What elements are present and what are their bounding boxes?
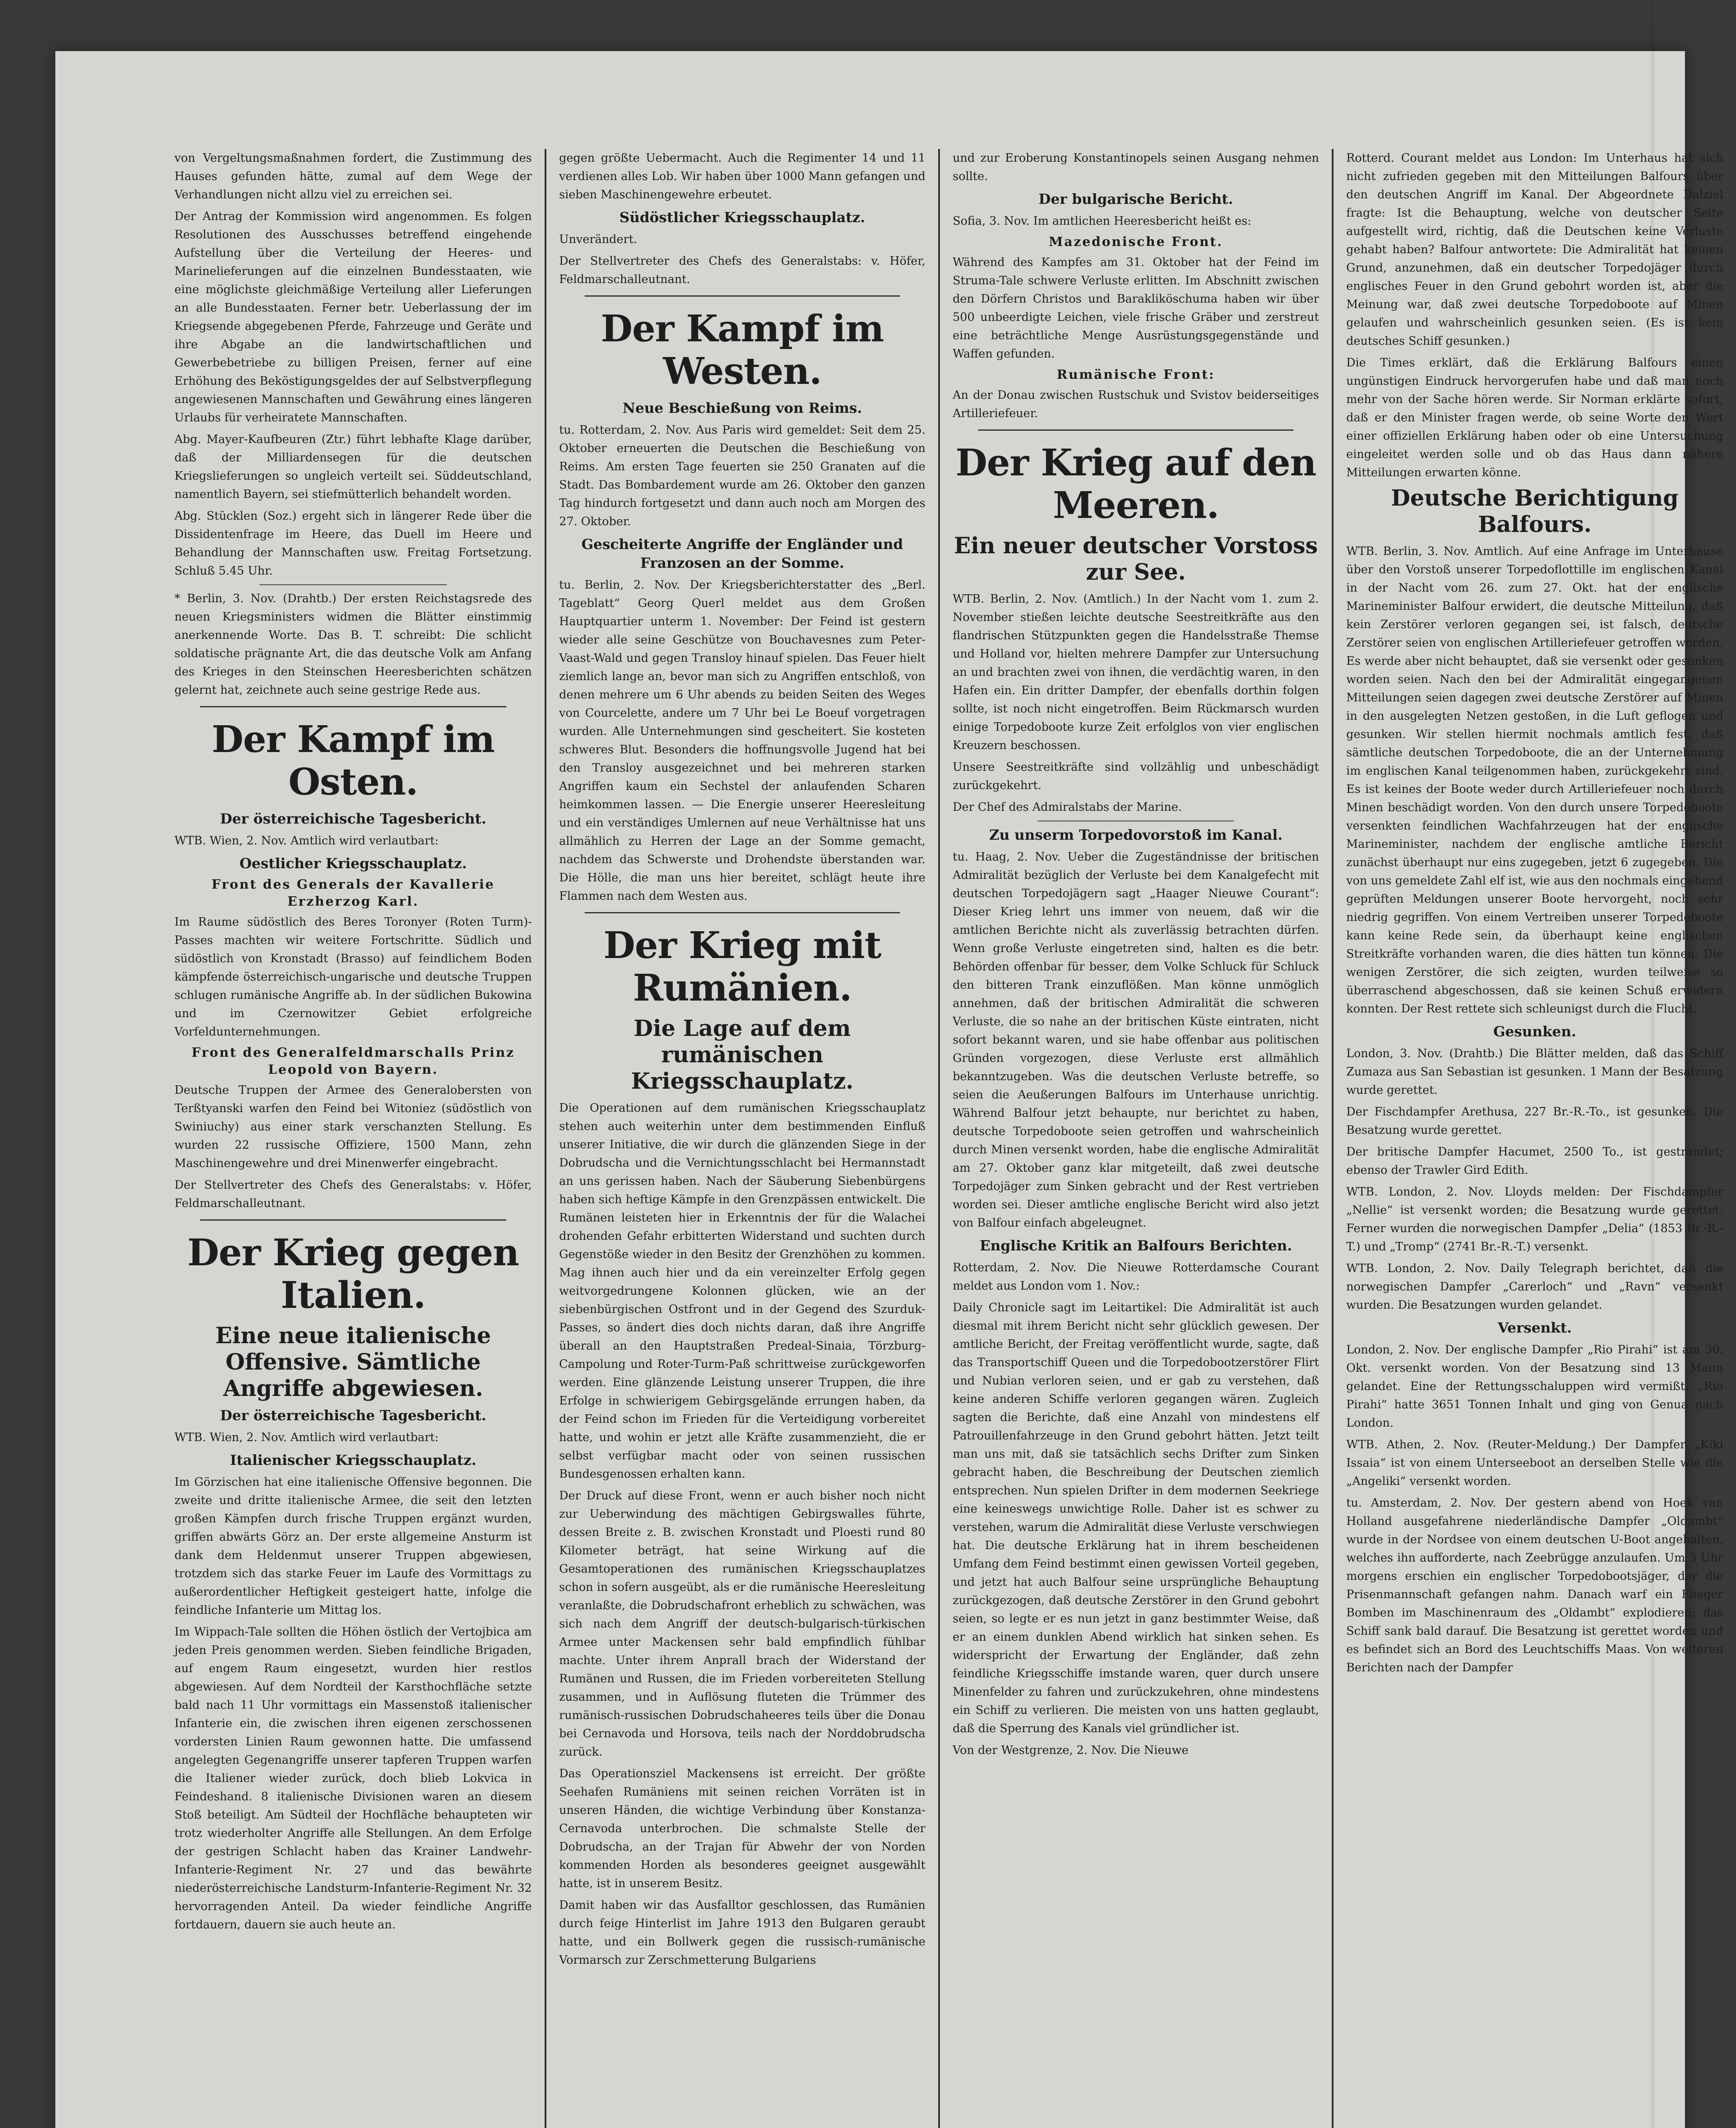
article-headline: Eine neue italienische Offensive. Sämtliche Angriffe abgewiesen.	[215, 1323, 491, 1402]
front-heading: Front des Generals der Kavallerie Erzherzog Karl.	[211, 877, 495, 909]
article-paragraph: Deutsche Truppen der Armee des Generalobersten von Terßtyanski warfen den Feind bei Witoniez (südöstlich von Swiniuchy) aus einer stark verschanzten Stellung. Es wurden 22 russische Offiziere, 1500 Mann, zehn Maschinengewehre und drei Minenwerfer eingebracht.	[174, 1084, 532, 1170]
article-paragraph: Unverändert.	[559, 233, 637, 246]
column-1	[162, 149, 545, 2128]
article-subheadline: Der bulgarische Bericht.	[1038, 191, 1233, 207]
column-divider-rule	[200, 706, 506, 707]
article-subheadline: Oestlicher Kriegsschauplatz.	[239, 855, 467, 872]
article-paragraph: WTB. London, 2. Nov. Daily Telegraph berichtet, daß die norwegischen Dampfer „Carerloch“ und „Ravn“ versenkt wurden. Die Besatzungen wurden gelandet.	[1346, 1262, 1723, 1312]
article-paragraph: Der Antrag der Kommission wird angenommen. Es folgen Resolutionen des Ausschusses betreffend eingehende Aufstellung über die Verteilung der Heeres- und Marinelieferungen auf die einzelnen Bundesstaaten, wie eine möglichste gleichmäßige Verteilung aller Lieferungen an alle Bundesstaaten. Ferner betr. Ueberlassung der im Kriegsende abgegebenen Pferde, Fahrzeuge und Geräte und ihre Abgabe an die landwirtschaftlichen und Gewerbebetriebe zu billigen Preisen, ferner auf eine Erhöhung des Beköstigungsgeldes der auf Selbstverpflegung angewiesenen Mannschaften und Gewährung eines längeren Urlaubs für verheiratete Mannschaften.	[174, 210, 532, 424]
article-paragraph: Rotterdam, 2. Nov. Die Nieuwe Rotterdamsche Courant meldet aus London vom 1. Nov.:	[953, 1261, 1319, 1293]
column-3	[938, 149, 1332, 2128]
article-paragraph: Der Stellvertreter des Chefs des Generalstabs: v. Höfer, Feldmarschalleutnant.	[174, 1178, 532, 1210]
article-paragraph: Der Fischdampfer Arethusa, 227 Br.-R.-To., ist gesunken. Die Besatzung wurde gerettet.	[1346, 1105, 1723, 1137]
article-subheadline: Englische Kritik an Balfours Berichten.	[979, 1237, 1292, 1254]
article-paragraph: WTB. Wien, 2. Nov. Amtlich wird verlautbart:	[174, 834, 439, 847]
article-headline: Deutsche Berichtigung Balfours.	[1391, 485, 1679, 538]
section-headline: Der Kampf im Westen.	[601, 307, 884, 393]
section-headline: Der Krieg auf den Meeren.	[955, 441, 1316, 527]
article-paragraph: tu. Rotterdam, 2. Nov. Aus Paris wird gemeldet: Seit dem 25. Oktober erneuerten die Deutschen die Beschießung von Reims. Am ersten Tage feuerten sie 250 Granaten auf die Stadt. Das Bombardement wurde am 26. Oktober den ganzen Tag hindurch fortgesetzt und dann auch noch am Morgen des 27. Oktober.	[559, 423, 925, 528]
article-paragraph: Sofia, 3. Nov. Im amtlichen Heeresbericht heißt es:	[953, 215, 1251, 228]
column-divider-rule	[978, 429, 1293, 431]
article-paragraph: Die Times erklärt, daß die Erklärung Balfours einen ungünstigen Eindruck hervorgerufen habe und daß man noch mehr von der Sache hören werde. Sir Norman erklärte sofort, daß er den Minister fragen werde, ob seine Worte den Wert einer offiziellen Erklärung haben oder ob eine Untersuchung eingeleitet werden solle und ob das Haus dann nähere Mitteilungen erwarten könne.	[1346, 356, 1723, 479]
article-subheadline: Neue Beschießung von Reims.	[622, 400, 862, 416]
front-heading: Rumänische Front:	[1056, 367, 1215, 382]
article-paragraph: An der Donau zwischen Rustschuk und Svistov beiderseitiges Artilleriefeuer.	[953, 389, 1319, 420]
article-subheadline: Italienischer Kriegsschauplatz.	[230, 1452, 477, 1468]
column-divider-rule	[585, 912, 900, 913]
article-subheadline: Zu unserm Torpedovorstoß im Kanal.	[989, 827, 1283, 843]
article-paragraph: Der Druck auf diese Front, wenn er auch bisher noch nicht zur Ueberwindung des mächtigen Gebirgswalles führte, dessen Breite z. B. zwischen Kronstadt und Ploesti rund 80 Kilometer beträgt, hat seine Wirkung auf die Gesamtoperationen des rumänischen Kriegsschauplatzes schon in sofern ausgeübt, als er die rumänische Heeresleitung veranlaßte, die Dobrudschafront erheblich zu schwächen, was sich nach dem Angriff der deutsch-bulgarisch-türkischen Armee unter Mackensen sehr bald empfindlich fühlbar machte. Unter ihrem Anprall brach der Widerstand der Rumänen und Russen, die im Frieden vorbereiteten Stellung zusammen, und in Auflösung fluteten die Trümmer des rumänisch-russischen Dobrudschaheeres teils über die Donau bei Cernavoda und Horsova, teils nach der Norddobrudscha zurück.	[559, 1489, 925, 1759]
article-subheadline: Der österreichische Tagesbericht.	[220, 810, 486, 827]
article-paragraph: Der Chef des Admiralstabs der Marine.	[953, 801, 1182, 814]
article-paragraph: Die Operationen auf dem rumänischen Kriegsschauplatz stehen auch weiterhin unter dem bestimmenden Einfluß unserer Initiative, die wir durch die glänzenden Siege in der Dobrudscha und die Vernichtungsschlacht bei Hermannstadt an uns gerissen haben. Nach der Säuberung Siebenbürgens haben sich heftige Kämpfe in den Grenzpässen entwickelt. Die Rumänen leisteten hier in Erkenntnis der für die Walachei drohenden Gefahr erbitterten Widerstand und suchten durch Gegenstöße wieder in den Besitz der Grenzhöhen zu kommen. Mag ihnen auch hier und da ein vereinzelter Erfolg gegen weitvorgedrungene Kolonnen glücken, wie an der siebenbürgischen Ostfront und in der Gegend des Szurduk-Passes, so ändert dies doch nichts daran, daß ihre Angriffe überall an den Hauptstraßen Predeal-Sinaia, Törzburg-Campolung und Roter-Turm-Paß schrittweise zurückgeworfen werden. Eine glänzende Leistung unserer Truppen, die ihre Erfolge in schwierigem Gebirgsgelände errungen haben, da der Feind schon im Frieden für die Verteidigung vorbereitet hatte, und wohin er jetzt alle Kräfte zusammenzieht, die er selbst verfügbar macht oder von seinen russischen Bundesgenossen erhalten kann.	[559, 1101, 925, 1481]
column-divider-rule	[585, 295, 900, 297]
article-paragraph: Im Görzischen hat eine italienische Offensive begonnen. Die zweite und dritte italienische Armee, die seit den letzten großen Kämpfen durch frische Truppen ergänzt wurden, griffen abwärts Görz an. Der erste allgemeine Ansturm ist dank dem Heldenmut unserer Truppen abgewiesen, trotzdem sich das starke Feuer im Laufe des Vormittags zu außerordentlicher Heftigkeit gesteigert hatte, infolge die feindliche Infanterie um Mittag los.	[174, 1476, 532, 1617]
article-paragraph: von Vergeltungsmaßnahmen fordert, die Zustimmung des Hauses gefunden hätte, zumal auf dem Wege der Verhandlungen nicht allzu viel zu erreichen sei.	[174, 152, 532, 201]
article-paragraph: WTB. Wien, 2. Nov. Amtlich wird verlautbart:	[174, 1431, 439, 1444]
front-heading: Mazedonische Front.	[1048, 235, 1223, 249]
article-paragraph: Das Operationsziel Mackensens ist erreicht. Der größte Seehafen Rumäniens mit seinen reichen Vorräten ist in unseren Händen, die wichtige Verbindung über Konstanza-Cernavoda unterbrochen. Die schmalste Stelle der Dobrudscha, an der Trajan für Abwehr der von Norden kommenden Horden als besonderes geeignet ausgewählt hatte, ist in unserem Besitz.	[559, 1767, 925, 1890]
article-paragraph: Der Stellvertreter des Chefs des Generalstabs: v. Höfer, Feldmarschalleutnant.	[559, 255, 925, 286]
column-container	[162, 149, 1736, 2128]
article-paragraph: WTB. Berlin, 2. Nov. (Amtlich.) In der Nacht vom 1. zum 2. November stießen leichte deutsche Seestreitkräfte aus den flandrischen Stützpunkten gegen die Handelsstraße Themse und Holland vor, hielten mehrere Dampfer zur Untersuchung an und brachten zwei von ihnen, die verdächtig waren, in den Hafen ein. Ein dritter Dampfer, der ebenfalls dorthin folgen sollte, ist noch nicht eingetroffen. Beim Rückmarsch wurden einige Torpedoboote kurze Zeit erfolglos von vier englischen Kreuzern beschossen.	[953, 592, 1319, 752]
article-paragraph: WTB. Berlin, 3. Nov. Amtlich. Auf eine Anfrage im Unterhause über den Vorstoß unserer Torpedoflottille im englischen Kanal in der Nacht vom 26. zum 27. Okt. hat der englische Marineminister Balfour erwidert, die deutsche Mitteilung, daß kein Zerstörer verloren gegangen sei, ist falsch, deutsche Zerstörer seien von englischen Artilleriefeuer getroffen worden. Es werde aber nicht behauptet, daß sie versenkt oder gesunken worden seien. Nach den bei der Admiralität eingegangenen Mitteilungen seien dagegen zwei deutsche Zerstörer auf Minen in den ausgelegten Netzen gestoßen, in die Luft geflogen und gesunken. Wir stellen hiermit nochmals amtlich fest, daß sämtliche deutschen Torpedoboote, die an der Unternehmung im englischen Kanal teilgenommen haben, zurückgekehrt sind. Es ist keines der Boote weder durch Artilleriefeuer noch durch Minen beschädigt worden. Von den durch unsere Torpedoboote versenkten feindlichen Wachfahrzeugen hat der englische Marineminister, nachdem der englische amtliche Bericht zunächst überhaupt nur eins zugegeben, jetzt 6 zugegeben. Die von uns gemeldete Zahl elf ist, wie aus den nochmals eingehend geprüften Meldungen unserer Boote hervorgeht, noch sehr niedrig gegriffen. Von einem Vertreiben unserer Torpedoboote kann keine Rede sein, da überhaupt keine englischen Streitkräfte vorhanden waren, die dies hätten tun können. Die wenigen Zerstörer, die sich zeigten, wurden teilweise so überraschend abgeschossen, daß sie keinen Schuß erwidern konnten. Der Rest rettete sich schleunigst durch die Flucht.	[1346, 545, 1723, 1015]
article-paragraph: tu. Haag, 2. Nov. Ueber die Zugeständnisse der britischen Admiralität bezüglich der Verluste bei dem Kanalgefecht mit deutschen Torpedojägern sagt „Haager Nieuwe Courant“: Dieser Krieg lehrt uns immer von neuem, daß wir die amtlichen Berichte nicht als zuverlässig betrachten dürfen. Wenn große Verluste eingetreten sind, halten es die betr. Behörden offenbar für besser, dem Volke Schluck für Schluck den bitteren Trank einzuflößen. Man könne unmöglich annehmen, daß der britischen Admiralität die schweren Verluste, die so nahe an der britischen Küste eintraten, nicht sofort bekannt waren, und sie habe offenbar aus politischen Gründen vorgezogen, diese Verluste erst allmählich bekanntzugeben. Was die deutschen Verluste betreffe, so seien die Aeußerungen Balfours im Unterhause unrichtig. Während Balfour jetzt behaupte, nur berichtet zu haben, deutsche Torpedoboote seien getroffen und wahrscheinlich durch Minen versenkt worden, habe die englische Admiralität am 27. Oktober ganz klar mitgeteilt, daß zwei deutsche Torpedojäger zum Sinken gebracht und der Rest vertrieben worden sei. Dieser amtliche englische Bericht wird also jetzt von Balfour einfach abgeleugnet.	[953, 850, 1319, 1230]
section-headline: Der Kampf im Osten.	[211, 718, 495, 804]
article-paragraph: und zur Eroberung Konstantinopels seinen Ausgang nehmen sollte.	[953, 152, 1319, 183]
article-paragraph: * Berlin, 3. Nov. (Drahtb.) Der ersten Reichstagsrede des neuen Kriegsministers widmen die Blätter einstimmig anerkennende Worte. Das B. T. schreibt: Die schlicht soldatische prägnante Art, die das deutsche Volk am Anfang des Krieges in den Steinschen Heeresberichten schätzen gelernt hat, zeichnete auch seine gestrige Rede aus.	[174, 592, 532, 697]
article-headline: Die Lage auf dem rumänischen Kriegsschauplatz.	[631, 1015, 854, 1094]
front-heading: Front des Generalfeldmarschalls Prinz Leopold von Bayern.	[191, 1045, 515, 1077]
article-paragraph: WTB. Athen, 2. Nov. (Reuter-Meldung.) Der Dampfer „Kiki Issaia“ ist von einem Unterseeboot an derselben Stelle wie die „Angeliki“ versenkt worden.	[1346, 1438, 1723, 1488]
column-2	[545, 149, 938, 2128]
article-subheadline: Versenkt.	[1497, 1319, 1572, 1336]
article-paragraph: Damit haben wir das Ausfalltor geschlossen, das Rumänien durch feige Hinterlist im Jahre 1913 den Bulgaren geraubt hatte, und ein Bollwerk gegen die russisch-rumänische Vormarsch zur Zerschmetterung Bulgariens	[559, 1899, 925, 1967]
column-divider-rule	[260, 584, 447, 585]
article-subheadline: Der österreichische Tagesbericht.	[220, 1407, 486, 1424]
article-subheadline: Gescheiterte Angriffe der Engländer und Franzosen an der Somme.	[581, 536, 903, 571]
section-headline: Der Krieg gegen Italien.	[187, 1231, 519, 1317]
article-subheadline: Gesunken.	[1493, 1023, 1576, 1040]
article-paragraph: Abg. Mayer-Kaufbeuren (Ztr.) führt lebhafte Klage darüber, daß der Milliardensegen für die deutschen Kriegslieferungen so ungleich verteilt sei. Süddeutschland, namentlich Bayern, sei stiefmütterlich behandelt worden.	[174, 433, 532, 501]
article-paragraph: Rotterd. Courant meldet aus London: Im Unterhaus hat sich nicht zufrieden gegeben mit den Mitteilungen Balfours über den deutschen Angriff im Kanal. Der Abgeordnete Dalziel fragte: Ist die Behauptung, welche von deutscher Seite aufgestellt wird, richtig, daß die Deutschen keine Verluste gehabt haben? Balfour antwortete: Die Admiralität hat keinen Grund, anzunehmen, daß ein deutscher Torpedojäger durch englisches Feuer in den Grund gebohrt worden ist, aber die Meinung war, daß zwei deutsche Torpedoboote auf Minen gelaufen und wahrscheinlich gesunken seien. (Es ist kein deutsches Schiff gesunken.)	[1346, 152, 1723, 348]
article-paragraph: WTB. London, 2. Nov. Lloyds melden: Der Fischdampfer „Nellie“ ist versenkt worden; die Besatzung wurde gerettet. Ferner wurden die norwegischen Dampfer „Delia“ (1853 Br.-R.-T.) und „Tromp“ (2741 Br.-R.-T.) versenkt.	[1346, 1185, 1723, 1253]
article-paragraph: Daily Chronicle sagt im Leitartikel: Die Admiralität ist auch diesmal mit ihrem Bericht nicht sehr glücklich gewesen. Der amtliche Bericht, der Freitag veröffentlicht wurde, sagte, daß das Transportschiff Queen und die Torpedobootzerstörer Flirt und Nubian verloren seien, und er gab zu verstehen, daß keine anderen Schiffe verloren gegangen wären. Zugleich sagten die Berichte, daß eine Anzahl von mindestens elf Patrouillenfahrzeuge in den Grund gebohrt hätten. Jetzt teilt man uns mit, daß sie tatsächlich sechs Drifter zum Sinken gebracht haben, die Beschreibung der Deutschen ziemlich entsprechen. Nun spielen Drifter in dem modernen Seekriege eine keineswegs unwichtige Rolle. Daher ist es schwer zu verstehen, warum die Admiralität diese Verluste verschwiegen hat. Die deutsche Erklärung hat in ihrem bescheidenen Umfang dem Feind bestimmt einen gewissen Vorteil gegeben, und jetzt hat auch Balfour seine ursprüngliche Behauptung zurückgezogen, daß deutsche Zerstörer in den Grund gebohrt seien, so legte er es nun jetzt in ganz bestimmter Weise, daß er an einem dunklen Abend wirklich hat sinken sehen. Es widerspricht der Erwartung der Engländer, daß zehn feindliche Kriegsschiffe imstande waren, quer durch unsere Minenfelder zu fahren und zurückzukehren, ohne mindestens ein Schiff zu verlieren. Die meisten von uns hatten geglaubt, daß die Sperrung des Kanals viel gründlicher ist.	[953, 1301, 1319, 1735]
column-divider-rule	[200, 1219, 506, 1221]
article-paragraph: Der britische Dampfer Hacumet, 2500 To., ist gestrandet; ebenso der Trawler Gird Edith.	[1346, 1145, 1723, 1177]
column-4	[1332, 149, 1736, 2128]
article-paragraph: Abg. Stücklen (Soz.) ergeht sich in längerer Rede über die Dissidentenfrage im Heere, das Duell im Heere und Behandlung der Mannschaften usw. Freitag Fortsetzung. Schluß 5.45 Uhr.	[174, 509, 532, 578]
article-subheadline: Südöstlicher Kriegsschauplatz.	[619, 209, 865, 226]
article-headline: Ein neuer deutscher Vorstoss zur See.	[954, 533, 1318, 585]
page-fold-shadow	[1651, 0, 1654, 2128]
article-paragraph: gegen größte Uebermacht. Auch die Regimenter 14 und 11 verdienen alles Lob. Wir haben über 1000 Mann gefangen und sieben Maschinengewehre erbeutet.	[559, 152, 925, 201]
article-paragraph: London, 3. Nov. (Drahtb.) Die Blätter melden, daß das Schiff Zumaza aus San Sebastian ist gesunken. 1 Mann der Besatzung wurde gerettet.	[1346, 1047, 1723, 1097]
article-paragraph: tu. Berlin, 2. Nov. Der Kriegsberichterstatter des „Berl. Tageblatt“ Georg Querl meldet aus dem Großen Hauptquartier unterm 1. November: Der Feind ist gestern wieder alle seine Geschütze von Bouchavesnes zum Peter-Vaast-Wald und gegen Transloy hinauf spielen. Das Feuer hielt ziemlich lange an, bevor man sich zu Angriffen entschloß, von denen mehrere um 6 Uhr abends zu beiden Seiten des Weges von Courcelette, andere um 7 Uhr bei Le Boeuf vorgetragen wurden. Alle Unternehmungen sind gescheitert. Sie kosteten schweres Blut. Besonders die hoffnungsvolle Jugend hat bei den Transloy ausgezeichnet und bei mehreren starken Angriffen kaum ein Sechstel der anlaufenden Scharen heimkommen lassen. — Die Energie unserer Heeresleitung und ein verständiges Umlernen auf neue Verhältnisse hat uns allmählich zu Herren der Lage an der Somme gemacht, nachdem das Schwerste und Drohendste überstanden war. Die Hölle, die man uns hier bereitet, schlägt heute ihre Flammen nach dem Westen aus.	[559, 578, 925, 903]
article-paragraph: London, 2. Nov. Der englische Dampfer „Rio Pirahi“ ist am 30. Okt. versenkt worden. Von der Besatzung sind 13 Mann gelandet. Eine der Rettungsschaluppen wird vermißt. „Rio Pirahi“ hatte 3651 Tonnen Inhalt und ging von Genua nach London.	[1346, 1343, 1723, 1430]
article-paragraph: tu. Amsterdam, 2. Nov. Der gestern abend von Hoek van Holland ausgefahrene niederländische Dampfer „Oldambt“ wurde in der Nordsee von einem deutschen U-Boot angehalten, welches ihn aufforderte, nach Zeebrügge anzulaufen. Um 3 Uhr morgens erschien ein englischer Torpedobootsjäger, der die Prisenmannschaft gefangen nahm. Danach warf ein Flieger Bomben im Maschinenraum des „Oldambt“ explodieren; das Schiff sank bald darauf. Die Besatzung ist gerettet worden und es befindet sich an Bord des Leuchtschiffs Maas. Von weiteren Berichten nach der Dampfer	[1346, 1496, 1723, 1674]
article-paragraph: Während des Kampfes am 31. Oktober hat der Feind im Struma-Tale schwere Verluste erlitten. Im Abschnitt zwischen den Dörfern Christos und Barakliköschuma haben wir über 500 unbeerdigte Leichen, viele frische Gräber und zerstreut eine beträchtliche Menge Ausrüstungsgegenstände und Waffen gefunden.	[953, 256, 1319, 360]
article-paragraph: Von der Westgrenze, 2. Nov. Die Nieuwe	[953, 1744, 1189, 1757]
article-paragraph: Im Wippach-Tale sollten die Höhen östlich der Vertojbica am jeden Preis genommen werden. Sieben feindliche Brigaden, auf engem Raum eingesetzt, wurden hier restlos abgewiesen. Auf dem Nordteil der Karsthochfläche setzte bald nach 11 Uhr vormittags ein Massenstoß italienischer Infanterie ein, die zwischen ihren eigenen zerschossenen vordersten Linien Raum gewonnen hatte. Die umfassend angelegten Gegenangriffe unserer tapferen Truppen warfen die Italiener wieder zurück, doch blieb Lokvica in Feindeshand. 8 italienische Divisionen waren an diesem Stoß beteiligt. Am Südteil der Hochfläche behaupteten wir trotz wiederholter Angriffe alle Stellungen. An dem Erfolge der gestrigen Schlacht haben das Krainer Landwehr-Infanterie-Regiment Nr. 27 und das bewährte niederösterreichische Landsturm-Infanterie-Regiment Nr. 32 hervorragenden Anteil. Da wieder feindliche Angriffe fortdauern, dauern sie auch heute an.	[174, 1625, 532, 1931]
section-headline: Der Krieg mit Rumänien.	[603, 924, 881, 1010]
article-paragraph: Unsere Seestreitkräfte sind vollzählig und unbeschädigt zurückgekehrt.	[953, 761, 1319, 792]
article-paragraph: Im Raume südöstlich des Beres Toronyer (Roten Turm)-Passes machten wir weitere Fortschritte. Südlich und südöstlich von Kronstadt (Brasso) auf feindlichem Boden kämpfende österreichisch-ungarische und deutsche Truppen schlugen rumänische Angriffe ab. In der südlichen Bukowina und im Czernowitzer Gebiet erfolgreiche Vorfeldunternehmungen.	[174, 915, 532, 1038]
newspaper-page	[55, 51, 1723, 2128]
